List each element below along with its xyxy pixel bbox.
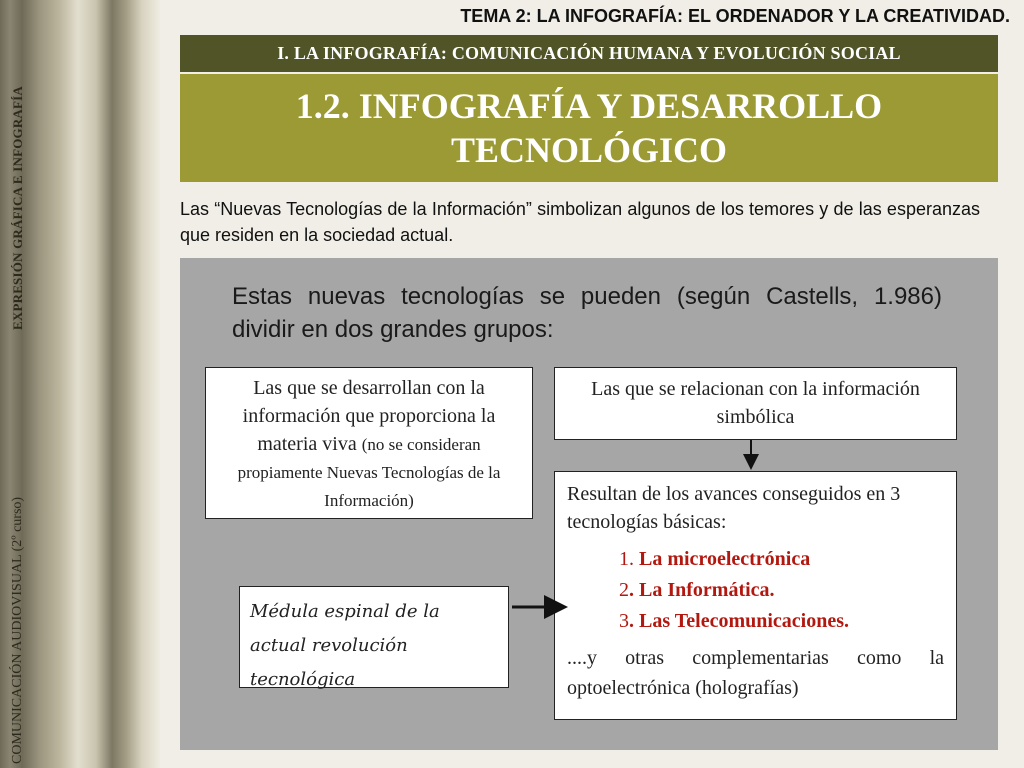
list-item-label: . La Informática. bbox=[629, 579, 775, 601]
sidebar-subject-label: COMUNICACIÓN AUDIOVISUAL (2º curso) bbox=[10, 496, 25, 764]
page-title-line2: TECNOLÓGICO bbox=[450, 130, 728, 170]
intro-paragraph: Las “Nuevas Tecnologías de la Información” simbolizan algunos de los temores y de las esperanzas que residen en la sociedad actual. bbox=[180, 199, 980, 245]
list-item-label: La microelectrónica bbox=[639, 548, 811, 570]
sidebar-course-label: EXPRESIÓN GRÁFICA E INFOGRAFÍA bbox=[10, 86, 25, 330]
basic-technologies-intro: Resultan de los avances conseguidos en 3 tecnologías básicas: bbox=[567, 483, 901, 533]
living-matter-note: (no se consideran propiamente Nuevas Tecnologías de la Información) bbox=[237, 435, 501, 510]
list-item-number: 1. bbox=[619, 548, 634, 570]
symbolic-info-text: Las que se relacionan con la información simbólica bbox=[591, 378, 920, 428]
living-matter-text: Las que se desarrollan con la información que proporciona la materia viva bbox=[242, 377, 496, 455]
complementary-technologies-text: ....y otras complementarias como la optoelectrónica (holografías) bbox=[567, 647, 944, 699]
topic-heading: TEMA 2: LA INFOGRAFÍA: EL ORDENADOR Y LA CREATIVIDAD. bbox=[460, 6, 1010, 26]
spinal-cord-note-text: Médula espinal de la actual revolución tecnológica bbox=[250, 601, 440, 690]
lead-paragraph: Estas nuevas tecnologías se pueden (según Castells, 1.986) dividir en dos grandes grupos: bbox=[232, 283, 942, 343]
list-item-label: . Las Telecomunicaciones. bbox=[629, 610, 850, 632]
page-title-line1: 1.2. INFOGRAFÍA Y DESARROLLO bbox=[295, 86, 883, 126]
list-item-number: 3 bbox=[619, 610, 629, 632]
section-title: I. LA INFOGRAFÍA: COMUNICACIÓN HUMANA Y EVOLUCIÓN SOCIAL bbox=[277, 43, 901, 63]
list-item-number: 2 bbox=[619, 579, 629, 601]
